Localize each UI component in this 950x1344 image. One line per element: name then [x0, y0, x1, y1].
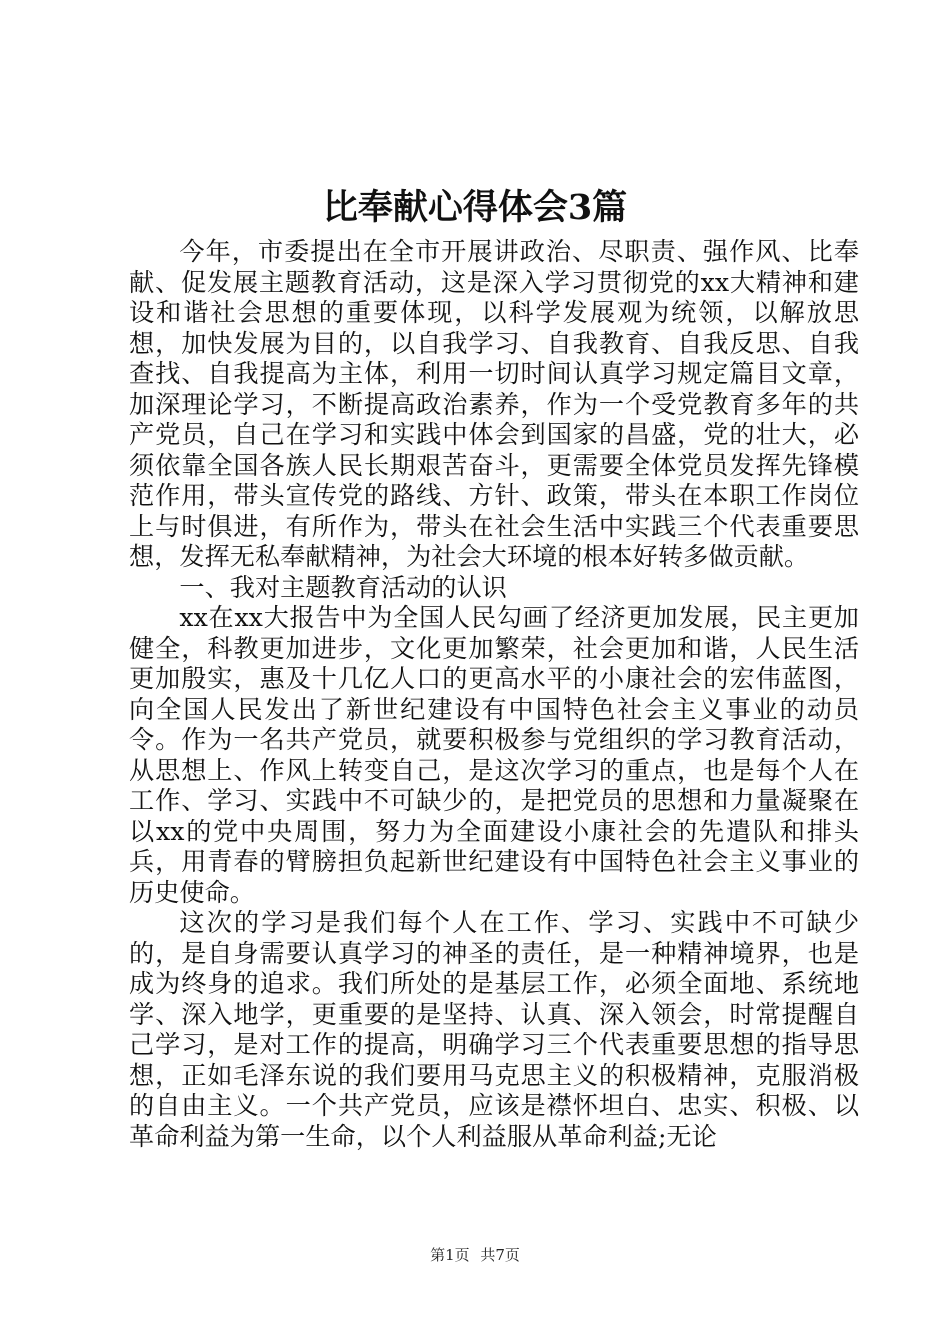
page-number-total: 共7页	[480, 1246, 520, 1264]
section-heading: 一、我对主题教育活动的认识	[179, 572, 507, 602]
page-footer	[0, 1245, 950, 1265]
page-number-current: 第1页	[430, 1246, 470, 1264]
paragraph-intro: 今年，市委提出在全市开展讲政治、尽职责、强作风、比奉献、促发展主题教育活动，这是深入学习贯彻党的xx大精神和建设和谐社会思想的重要体现，以科学发展观为统领，以解放思想，加快发展为目的，以自我学习、自我教育、自我反思、自我查找、自我提高为主体，利用一切时间认真学习规定篇目文章，加深理论学习，不断提高政治素养，作为一个受党教育多年的共产党员，自己在学习和实践中体会到国家的昌盛，党的壮大，必须依靠全国各族人民长期艰苦奋斗，更需要全体党员发挥先锋模范作用，带头宣传党的路线、方针、政策，带头在本职工作岗位上与时俱进，有所作为，带头在社会生活中实践三个代表重要思想，发挥无私奉献精神，为社会大环境的根本好转多做贡献。	[129, 237, 859, 571]
document-title: 比奉献心得体会3篇	[322, 187, 628, 228]
paragraph-report: xx在xx大报告中为全国人民勾画了经济更加发展，民主更加健全，科教更加进步，文化更加繁荣，社会更加和谐，人民生活更加殷实，惠及十几亿人口的更高水平的小康社会的宏伟蓝图，向全国人民发出了新世纪建设有中国特色社会主义事业的动员令。作为一名共产党员，就要积极参与党组织的学习教育活动，从思想上、作风上转变自己，是这次学习的重点，也是每个人在工作、学习、实践中不可缺少的，是把党员的思想和力量凝聚在以xx的党中央周围，努力为全面建设小康社会的先遣队和排头兵，用青春的臂膀担负起新世纪建设有中国特色社会主义事业的历史使命。	[129, 603, 859, 907]
document-body	[129, 237, 859, 1152]
paragraph-study: 这次的学习是我们每个人在工作、学习、实践中不可缺少的，是自身需要认真学习的神圣的责任，是一种精神境界，也是成为终身的追求。我们所处的是基层工作，必须全面地、系统地学、深入地学，更重要的是坚持、认真、深入领会，时常提醒自己学习，是对工作的提高，明确学习三个代表重要思想的指导思想，正如毛泽东说的我们要用马克思主义的积极精神，克服消极的自由主义。一个共产党员，应该是襟怀坦白、忠实、积极、以革命利益为第一生命，以个人利益服从革命利益;无论	[129, 908, 859, 1151]
